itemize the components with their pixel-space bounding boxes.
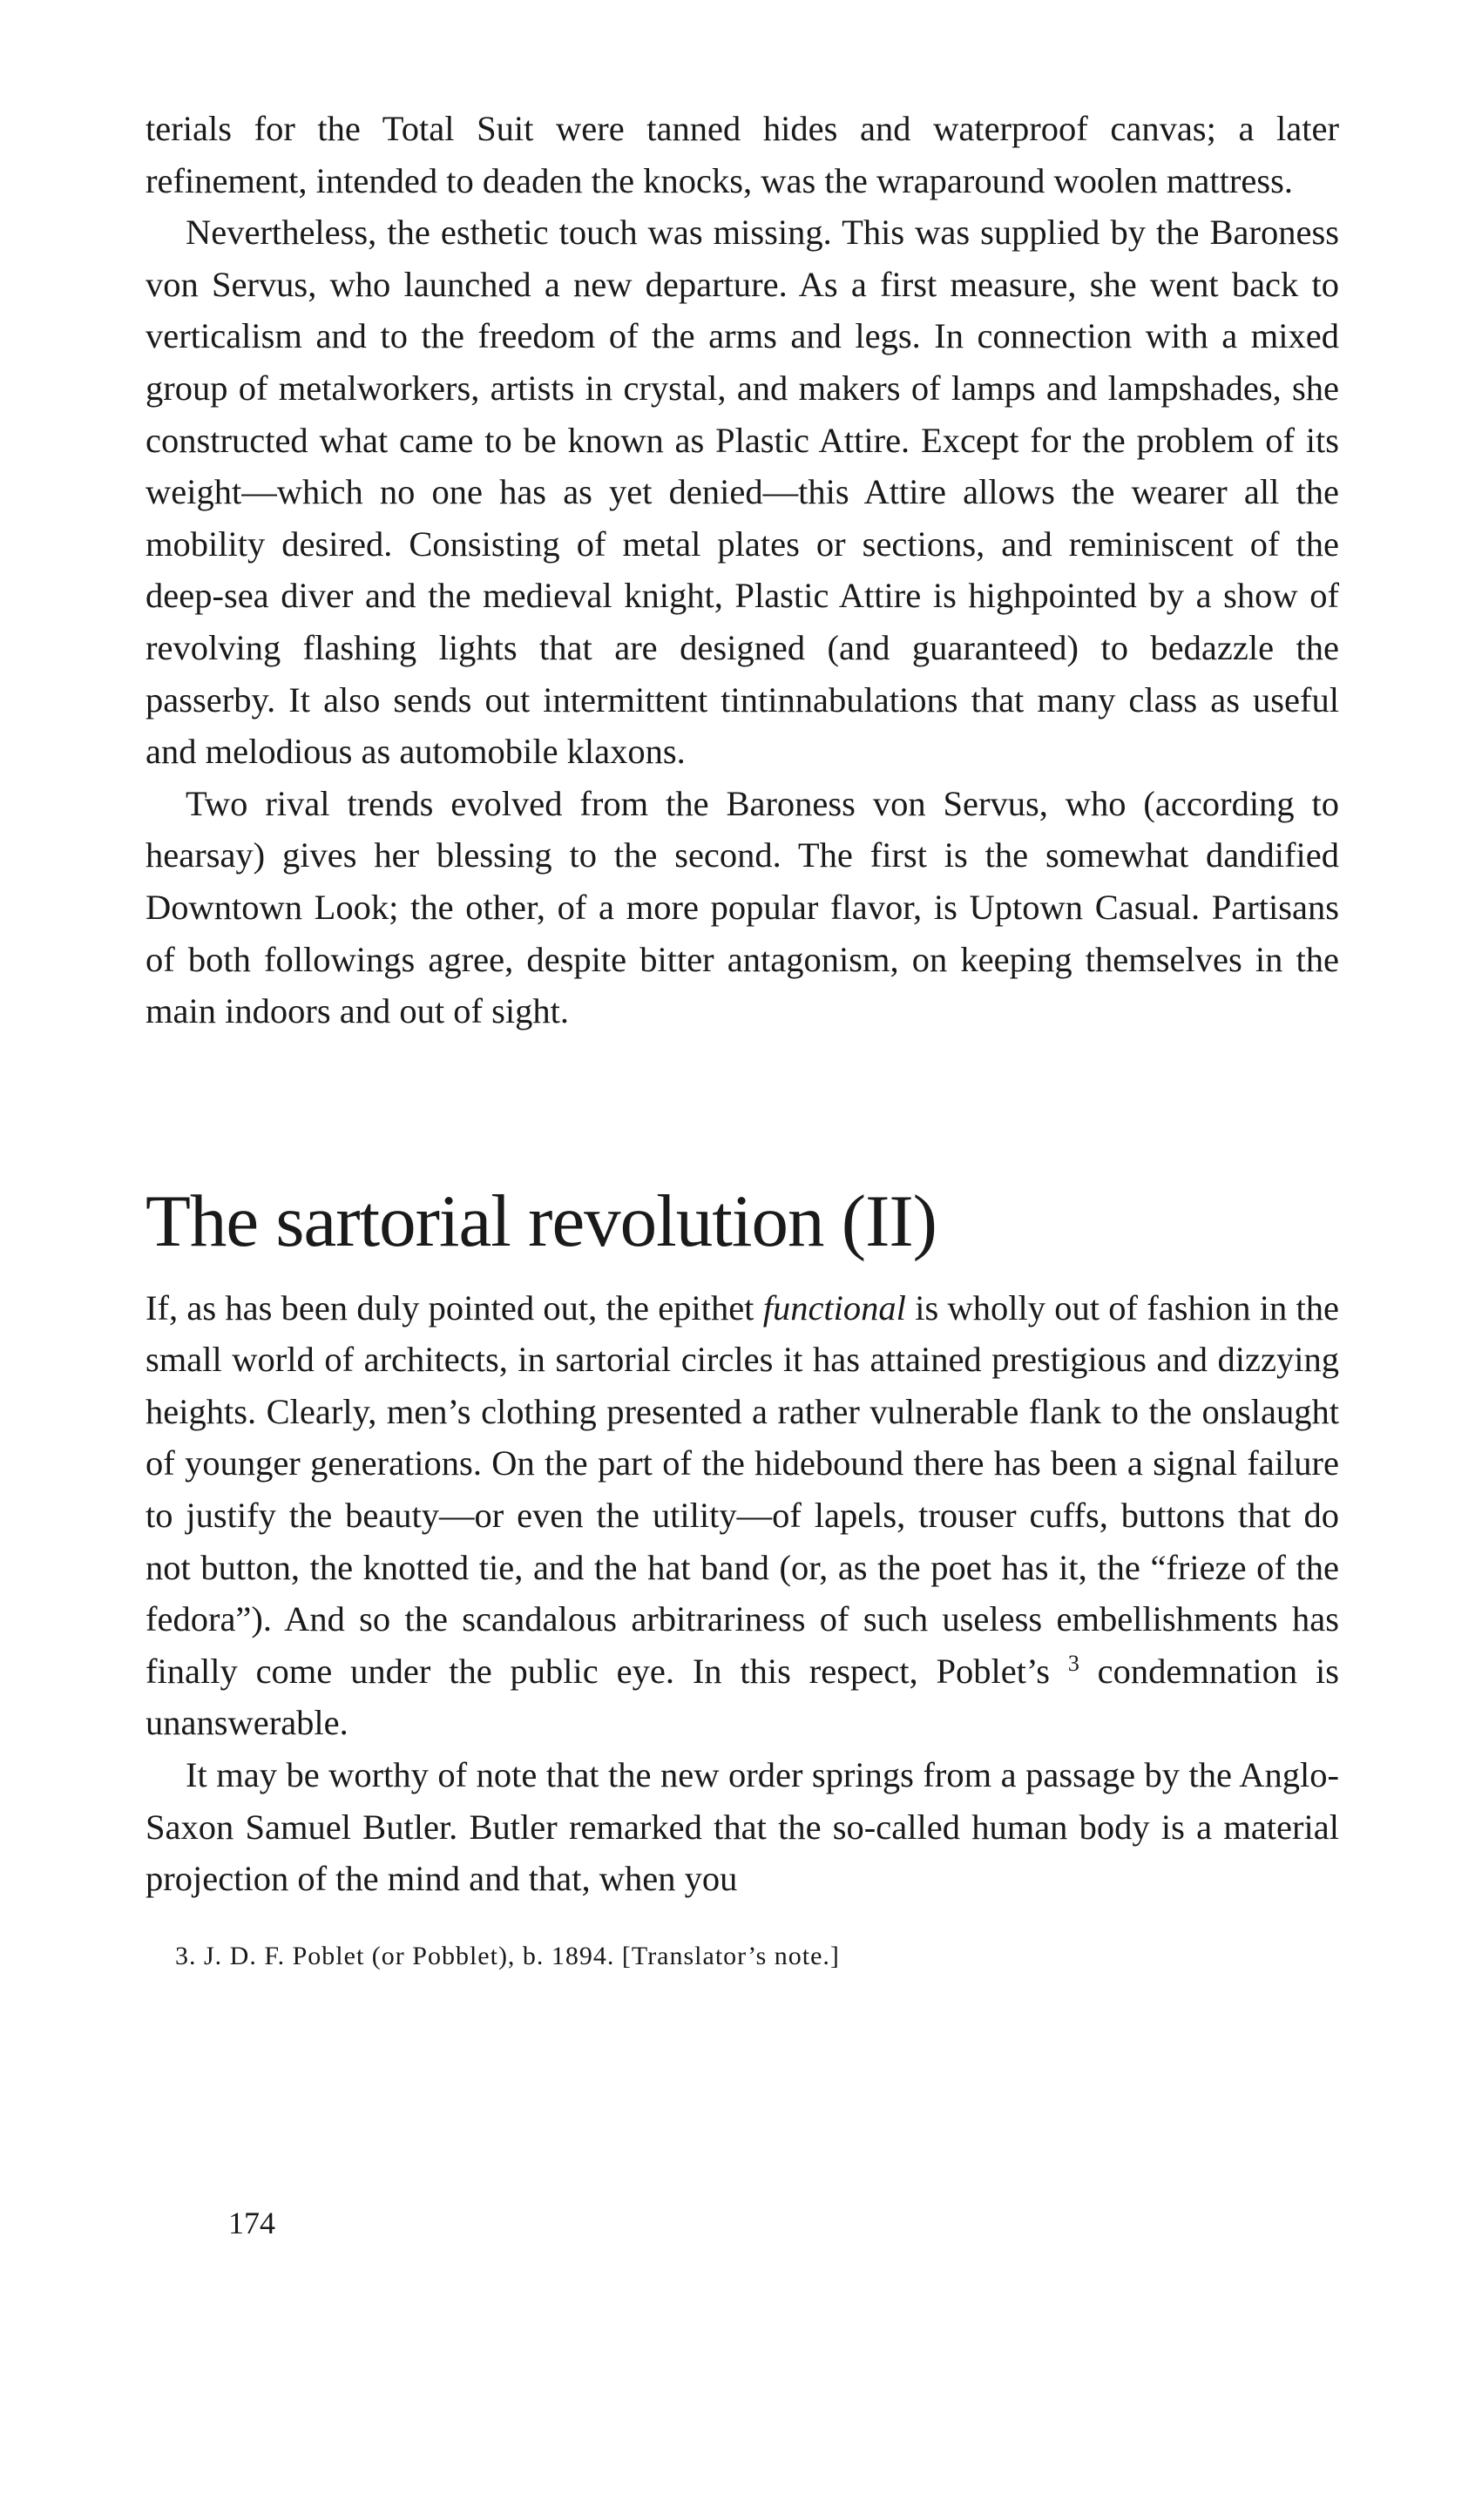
paragraph-functional-text-1: If, as has been duly pointed out, the epithet — [145, 1287, 763, 1328]
paragraph-continued: terials for the Total Suit were tanned hides and waterproof canvas; a later refinement, intended to deaden the knocks, was the wraparound woolen mattress. — [145, 109, 1339, 200]
section-heading: The sartorial revolution (II) — [145, 1179, 937, 1262]
paragraph-baroness: Nevertheless, the esthetic touch was missing. This was supplied by the Baroness von Servus, who launched a new departure. As a first measure, she went back to verticalism and to the freedom of the arms and legs. In connection with a mixed group of metalworkers, artists in crystal, and makers of lamps and lampshades, she constructed what came to be known as Plastic Attire. Except for the problem of its weight—which no one has as yet denied—this Attire allows the wearer all the mobility desired. Consisting of metal plates or sections, and reminiscent of the deep-sea diver and the medieval knight, Plastic Attire is highpointed by a show of revolving flashing lights that are designed (and guaranteed) to bedazzle the passerby. It also sends out intermittent tintinnabulations that many class as useful and melodious as automobile klaxons. — [145, 213, 1339, 772]
italic-word: functional — [762, 1287, 906, 1328]
footnote-reference[interactable]: 3 — [1067, 1650, 1079, 1676]
paragraph-functional — [145, 1282, 1339, 1749]
footnote: 3. J. D. F. Poblet (or Pobblet), b. 1894. [Translator’s note.] — [175, 1941, 840, 1970]
section-body — [145, 1282, 1339, 1905]
paragraph-functional-text-3: condemnation is unanswerable. — [145, 1651, 1339, 1743]
page-number: 174 — [228, 2206, 275, 2240]
paragraph-functional-text-2: is wholly out of fashion in the small world of architects, in sartorial circles it has attained prestigious and dizzying heights. Clearly, men’s clothing presented a rather vulnerable flank to the onslaught of younger generations. On the part of the hidebound there has been a signal failure to justify the beauty—or even the utility—of lapels, trouser cuffs, buttons that do not button, the knotted tie, and the hat band (or, as the poet has it, the “frieze of the fedora”). And so the scandalous arbitrariness of such useless embellishments has finally come under the public eye. In this respect, Poblet’s — [145, 1287, 1339, 1691]
paragraph-butler: It may be worthy of note that the new order springs from a passage by the Anglo-Saxon Samuel Butler. Butler remarked that the so-called human body is a material projection of the mind and that, when you — [145, 1755, 1339, 1899]
paragraph-rival-trends: Two rival trends evolved from the Baroness von Servus, who (according to hearsay) gives her blessing to the second. The first is the somewhat dandified Downtown Look; the other, of a more popular flavor, is Uptown Casual. Partisans of both followings agree, despite bitter antagonism, on keeping themselves in the main indoors and out of sight. — [145, 783, 1339, 1031]
page-body — [145, 103, 1339, 1974]
